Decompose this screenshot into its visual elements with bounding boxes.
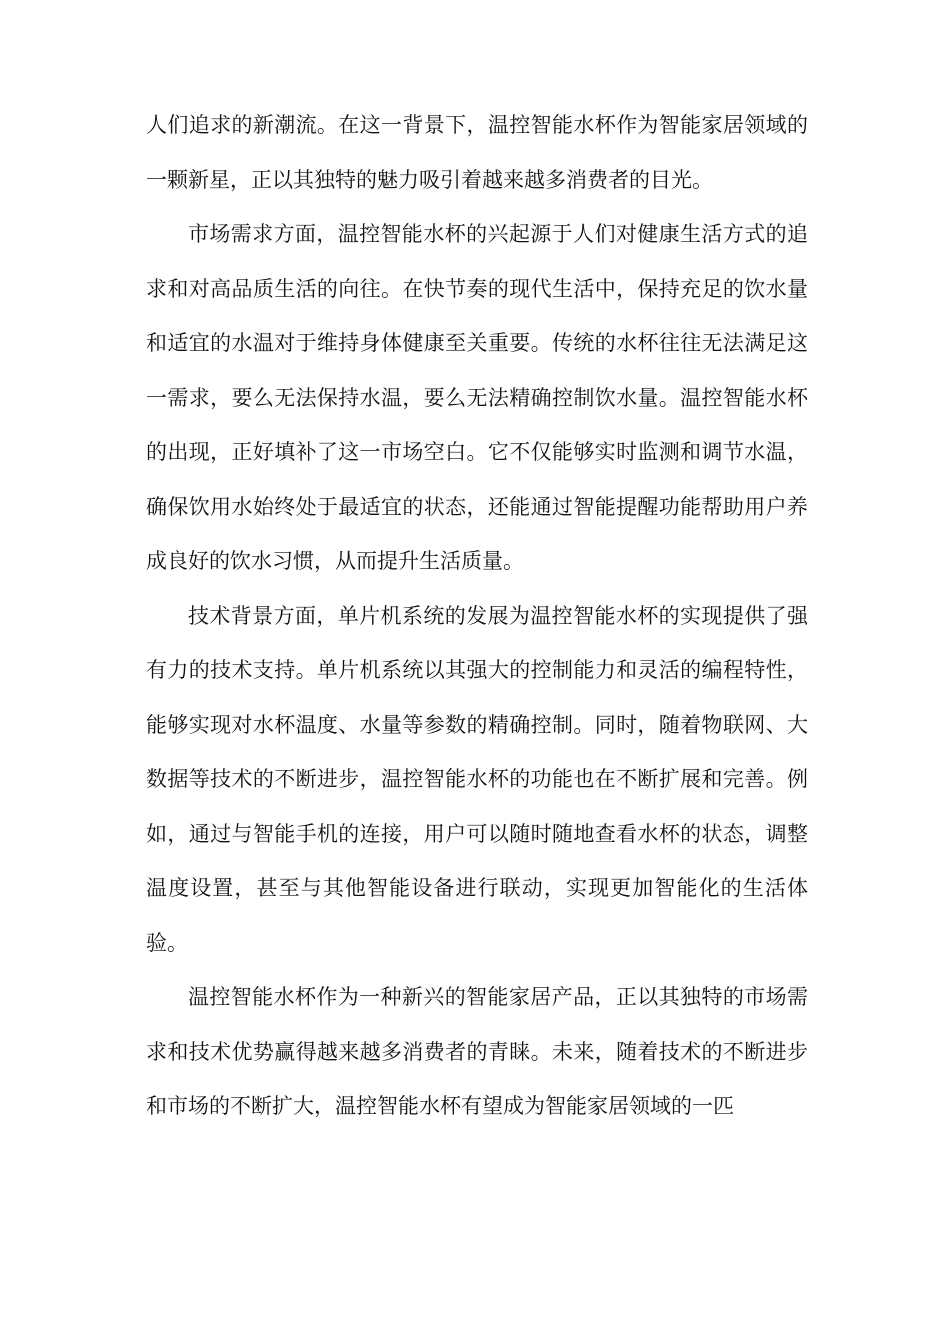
paragraph-3: 技术背景方面，单片机系统的发展为温控智能水杯的实现提供了强有力的技术支持。单片机系统以其强大的控制能力和灵活的编程特性，能够实现对水杯温度、水量等参数的精确控制。同时，随着物联网、大数据等技术的不断进步，温控智能水杯的功能也在不断扩展和完善。例如，通过与智能手机的连接，用户可以随时随地查看水杯的状态，调整温度设置，甚至与其他智能设备进行联动，实现更加智能化的生活体验。: [146, 603, 808, 955]
paragraph-2: 市场需求方面，温控智能水杯的兴起源于人们对健康生活方式的追求和对高品质生活的向往。在快节奏的现代生活中，保持充足的饮水量和适宜的水温对于维持身体健康至关重要。传统的水杯往往无法满足这一需求，要么无法保持水温，要么无法精确控制饮水量。温控智能水杯的出现，正好填补了这一市场空白。它不仅能够实时监测和调节水温，确保饮用水始终处于最适宜的状态，还能通过智能提醒功能帮助用户养成良好的饮水习惯，从而提升生活质量。: [146, 222, 808, 573]
body-text: [146, 98, 808, 1134]
paragraph-4: 温控智能水杯作为一种新兴的智能家居产品，正以其独特的市场需求和技术优势赢得越来越多消费者的青睐。未来，随着技术的不断进步和市场的不断扩大，温控智能水杯有望成为智能家居领域的一匹: [146, 985, 808, 1118]
paragraph-1: 人们追求的新潮流。在这一背景下，温控智能水杯作为智能家居领域的一颗新星，正以其独特的魅力吸引着越来越多消费者的目光。: [146, 113, 808, 192]
